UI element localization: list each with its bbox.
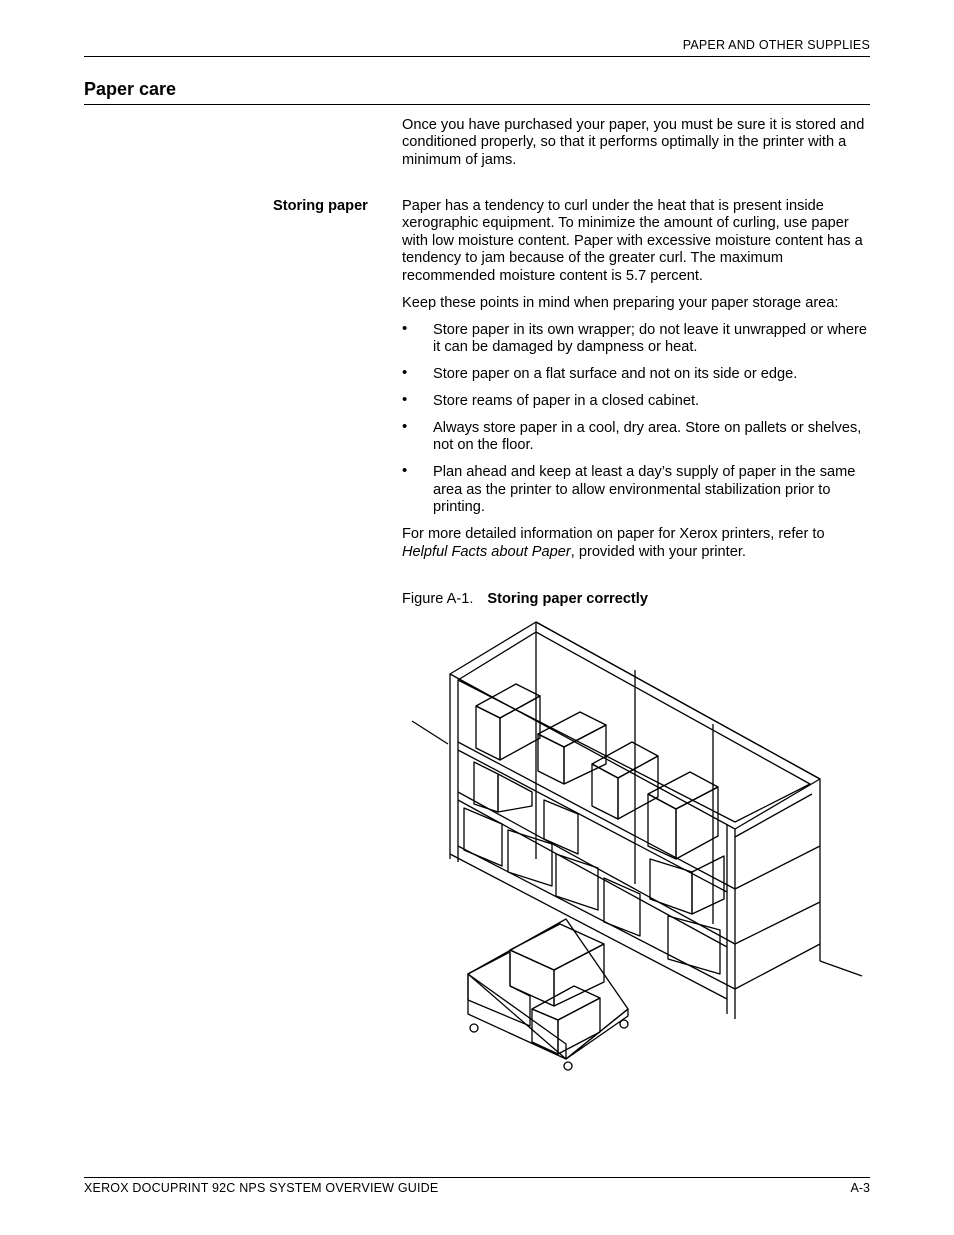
list-item-text: Store paper in its own wrapper; do not leave it unwrapped or where it can be damaged by dampness or heat. (433, 321, 868, 356)
section-rule (84, 104, 870, 105)
bullet-icon: • (402, 418, 408, 436)
more-info-title: Helpful Facts about Paper (402, 543, 571, 560)
shelf-middle (458, 792, 820, 944)
header-rule (84, 56, 870, 57)
floor-line-right (820, 961, 862, 976)
box-top-2 (538, 712, 606, 784)
box-low-4 (604, 878, 640, 936)
list-item-text: Store paper on a flat surface and not on its side or edge. (433, 366, 798, 383)
list-item-text: Store reams of paper in a closed cabinet. (433, 393, 700, 410)
box-mid-2 (544, 800, 578, 854)
bullet-icon: • (402, 391, 408, 409)
box-low-1 (464, 808, 502, 866)
pallet-box-left (468, 952, 530, 1026)
more-info-before: For more detailed information on paper for Xerox printers, refer to (402, 526, 825, 543)
storage-bullet-list (402, 319, 872, 517)
storage-lead-in: Keep these points in mind when preparing your paper storage area: (402, 294, 839, 311)
bullet-icon: • (402, 462, 408, 480)
shelf-lower-lip (450, 854, 727, 999)
figure-label: Figure A-1. (402, 591, 474, 607)
box-low-3 (556, 854, 598, 910)
storage-shelf-drawing (402, 614, 872, 1079)
list-item-text: Plan ahead and keep at least a day’s supply of paper in the same area as the printer to allow environmental stabilization prior to printing. (433, 464, 856, 516)
shelf-top-inner (458, 632, 810, 822)
footer-rule (84, 1177, 870, 1178)
figure-caption (402, 591, 648, 607)
floor-line-left (412, 721, 448, 744)
more-info-paragraph (402, 526, 872, 561)
storing-paper-body (402, 198, 872, 561)
list-item (402, 393, 872, 410)
storing-paper-heading: Storing paper (273, 198, 368, 214)
bullet-icon: • (402, 319, 408, 337)
section-title: Paper care (84, 79, 177, 99)
intro-paragraph (402, 117, 872, 169)
intro-text: Once you have purchased your paper, you must be sure it is stored and conditioned properly, so that it performs optimally in the printer with a minimum of jams. (402, 117, 865, 168)
footer-guide-title: XEROX DOCUPRINT 92C NPS SYSTEM OVERVIEW GUIDE (84, 1181, 439, 1195)
shelf-upper (458, 742, 820, 889)
bullet-icon: • (402, 364, 408, 382)
running-head: PAPER AND OTHER SUPPLIES (682, 38, 870, 52)
figure-title: Storing paper correctly (487, 591, 648, 607)
shelf-lower (458, 846, 820, 989)
storing-paragraph: Paper has a tendency to curl under the heat that is present inside xerographic equipment. To minimize the amount of curling, use paper with low moisture content. Paper with excessive moisture content has a tendency to jam because of the greater curl. The maximum recommended moisture content is 5.7 percent. (402, 198, 863, 284)
more-info-after: , provided with your printer. (570, 543, 746, 560)
list-item (402, 366, 872, 383)
box-low-2 (508, 830, 552, 886)
list-item-text: Always store paper in a cool, dry area. Store on pallets or shelves, not on the floor. (433, 420, 862, 454)
box-top-1 (476, 684, 540, 760)
box-mid-1 (474, 762, 532, 812)
list-item (402, 319, 872, 357)
list-item (402, 464, 872, 516)
list-item (402, 420, 872, 455)
page-number: A-3 (850, 1181, 870, 1195)
box-low-5 (668, 916, 720, 974)
storage-shelf-illustration (402, 614, 872, 1079)
pallet (468, 919, 628, 1070)
